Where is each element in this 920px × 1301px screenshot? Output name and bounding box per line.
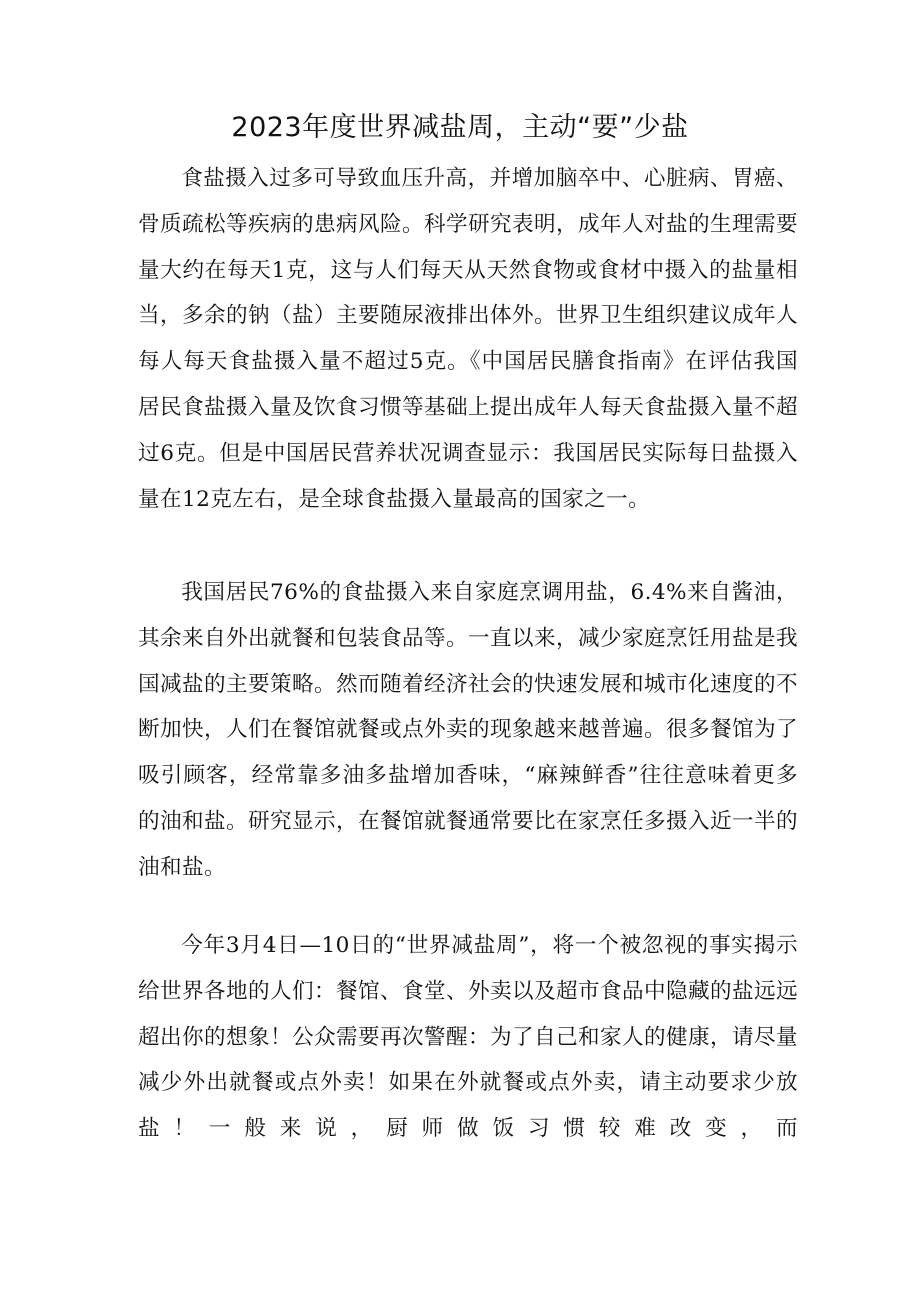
document-title: 2023年度世界减盐周，主动“要”少盐 [231,112,689,143]
paragraph-salt-health-risks: 食盐摄入过多可导致血压升高，并增加脑卒中、心脏病、胃癌、骨质疏松等疾病的患病风险。科学研究表明，成年人对盐的生理需要量大约在每天1克，这与人们每天从天然食物或食材中摄入的盐量相当，多余的钠（盐）主要随尿液排出体外。世界卫生组织建议成年人每人每天食盐摄入量不超过5克。《中国居民膳食指南》在评估我国居民食盐摄入量及饮食习惯等基础上提出成年人每天食盐摄入量不超过6克。但是中国居民营养状况调查显示：我国居民实际每日盐摄入量在12克左右，是全球食盐摄入量最高的国家之一。 [138,166,798,512]
paragraph-salt-sources: 我国居民76%的食盐摄入来自家庭烹调用盐，6.4%来自酱油，其余来自外出就餐和包装食品等。一直以来，减少家庭烹饪用盐是我国减盐的主要策略。然而随着经济社会的快速发展和城市化速度的不断加快，人们在餐馆就餐或点外卖的现象越来越普遍。很多餐馆为了吸引顾客，经常靠多油多盐增加香味，“麻辣鲜香”往往意味着更多的油和盐。研究显示，在餐馆就餐通常要比在家烹任多摄入近一半的油和盐。 [138,580,798,880]
paragraph-salt-awareness-week: 今年3月4日—10日的“世界减盐周”，将一个被忽视的事实揭示给世界各地的人们：餐馆、食堂、外卖以及超市食品中隐藏的盐远远超出你的想象！公众需要再次警醒：为了自己和家人的健康，请尽量减少外出就餐或点外卖！如果在外就餐或点外卖，请主动要求少放盐！一般来说，厨师做饭习惯较难改变，而 [138,933,798,1142]
